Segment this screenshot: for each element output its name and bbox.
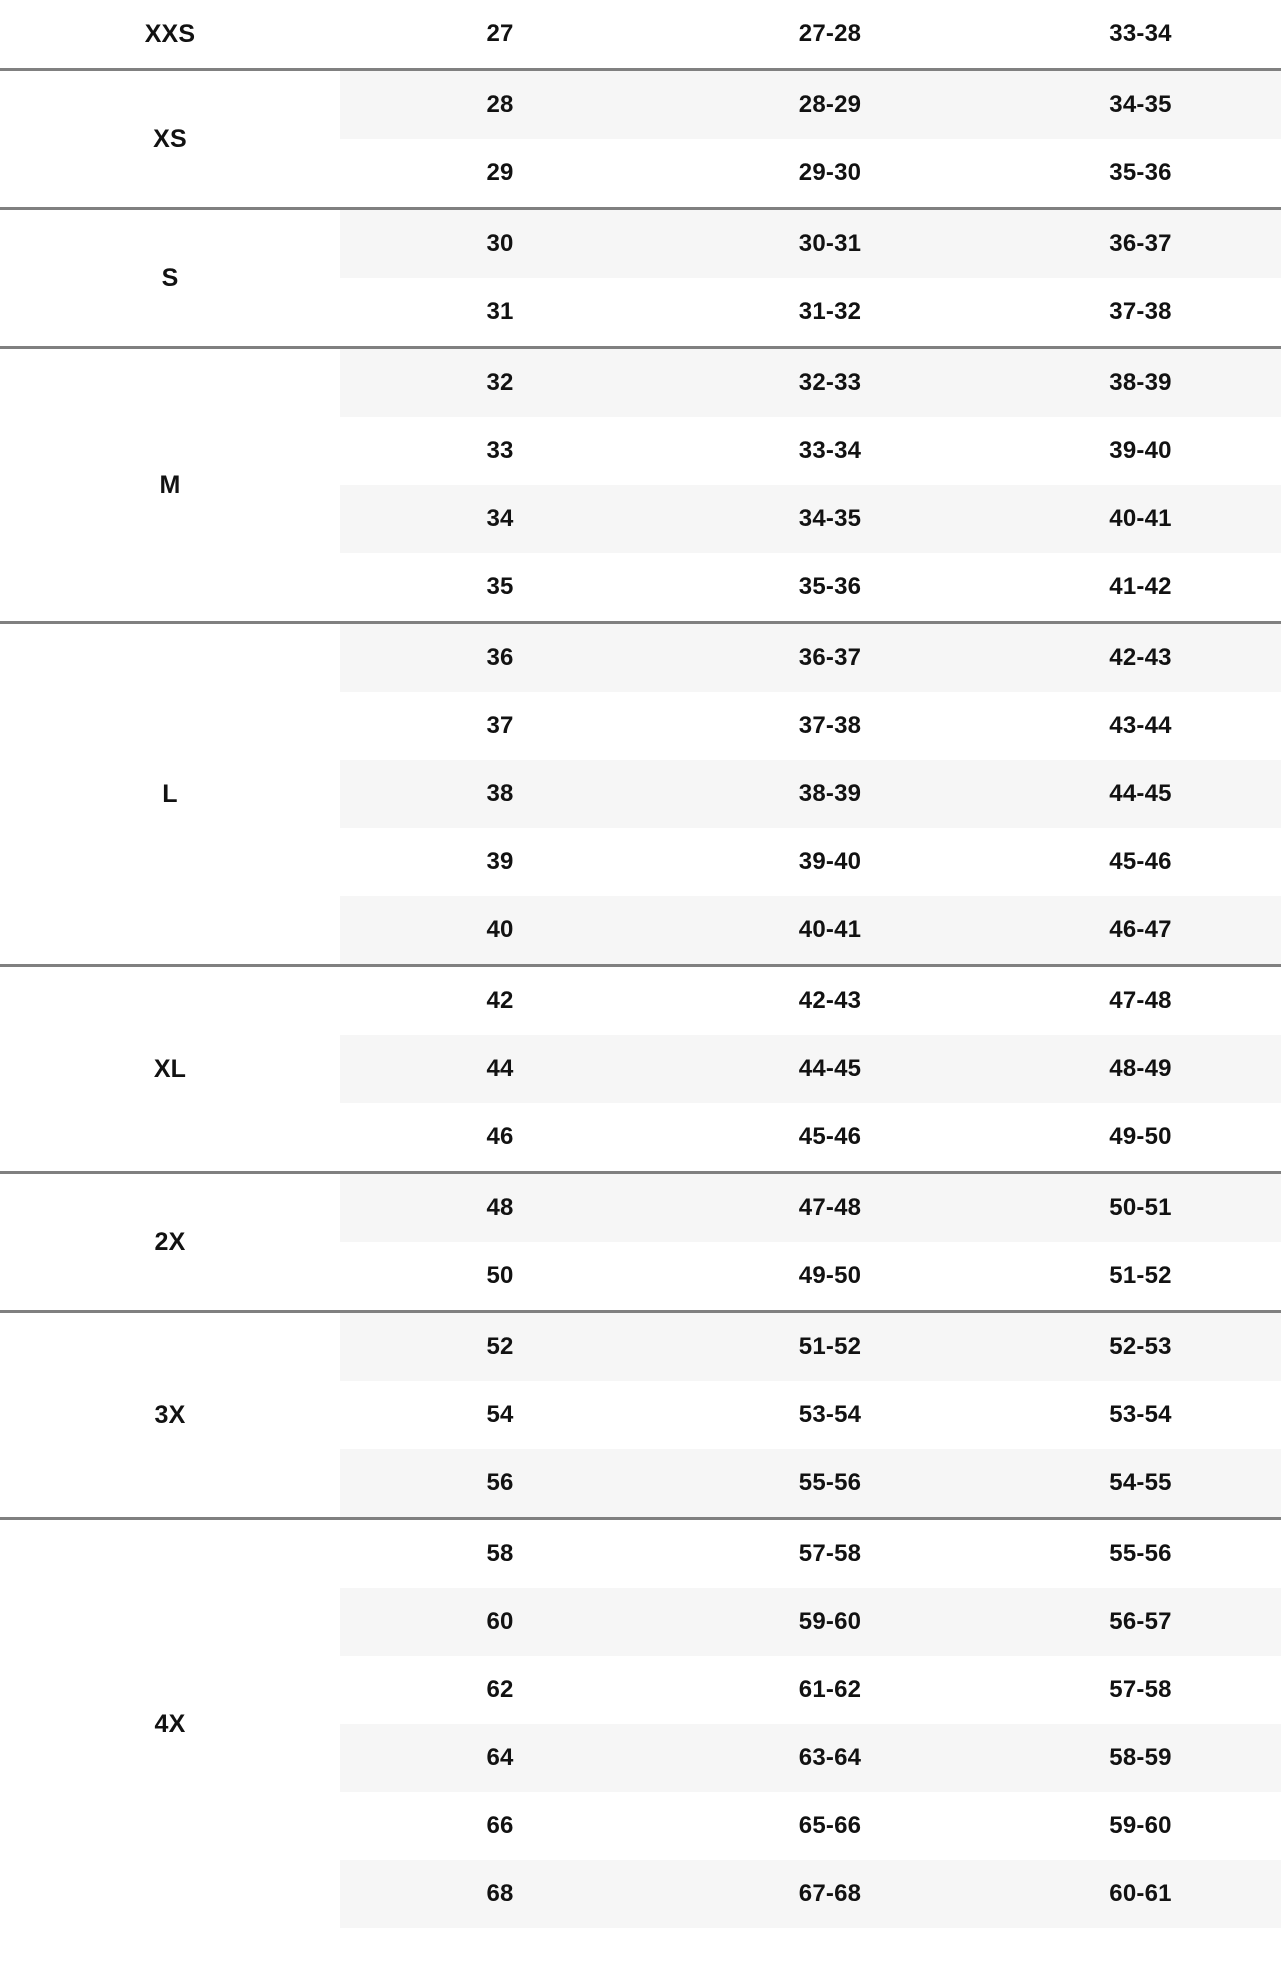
cell-hip: 60-61 <box>1000 1860 1281 1928</box>
cell-numeric: 37 <box>340 692 660 760</box>
table-row <box>0 966 1281 1036</box>
cell-numeric: 44 <box>340 1035 660 1103</box>
cell-hip: 46-47 <box>1000 896 1281 966</box>
cell-waist: 40-41 <box>660 896 1000 966</box>
cell-numeric: 30 <box>340 209 660 279</box>
cell-hip: 59-60 <box>1000 1792 1281 1860</box>
size-label: XS <box>0 70 340 209</box>
cell-waist: 49-50 <box>660 1242 1000 1312</box>
cell-waist: 32-33 <box>660 348 1000 418</box>
cell-waist: 59-60 <box>660 1588 1000 1656</box>
cell-hip: 56-57 <box>1000 1588 1281 1656</box>
cell-waist: 65-66 <box>660 1792 1000 1860</box>
cell-hip: 43-44 <box>1000 692 1281 760</box>
cell-waist: 37-38 <box>660 692 1000 760</box>
cell-waist: 44-45 <box>660 1035 1000 1103</box>
cell-hip: 47-48 <box>1000 966 1281 1036</box>
size-label: L <box>0 623 340 966</box>
cell-numeric: 27 <box>340 0 660 70</box>
cell-waist: 61-62 <box>660 1656 1000 1724</box>
cell-numeric: 60 <box>340 1588 660 1656</box>
size-label: M <box>0 348 340 623</box>
cell-hip: 36-37 <box>1000 209 1281 279</box>
cell-waist: 63-64 <box>660 1724 1000 1792</box>
cell-hip: 50-51 <box>1000 1173 1281 1243</box>
size-label: XXS <box>0 0 340 70</box>
cell-waist: 35-36 <box>660 553 1000 623</box>
cell-waist: 53-54 <box>660 1381 1000 1449</box>
cell-hip: 54-55 <box>1000 1449 1281 1519</box>
cell-waist: 51-52 <box>660 1312 1000 1382</box>
cell-hip: 37-38 <box>1000 278 1281 348</box>
cell-numeric: 35 <box>340 553 660 623</box>
cell-numeric: 50 <box>340 1242 660 1312</box>
cell-waist: 27-28 <box>660 0 1000 70</box>
cell-hip: 55-56 <box>1000 1519 1281 1589</box>
cell-numeric: 32 <box>340 348 660 418</box>
cell-numeric: 33 <box>340 417 660 485</box>
size-label: 4X <box>0 1519 340 1929</box>
table-row <box>0 0 1281 70</box>
cell-waist: 57-58 <box>660 1519 1000 1589</box>
cell-waist: 33-34 <box>660 417 1000 485</box>
cell-waist: 38-39 <box>660 760 1000 828</box>
cell-hip: 48-49 <box>1000 1035 1281 1103</box>
cell-hip: 39-40 <box>1000 417 1281 485</box>
cell-numeric: 29 <box>340 139 660 209</box>
cell-waist: 28-29 <box>660 70 1000 140</box>
cell-numeric: 48 <box>340 1173 660 1243</box>
cell-hip: 42-43 <box>1000 623 1281 693</box>
cell-waist: 55-56 <box>660 1449 1000 1519</box>
cell-hip: 41-42 <box>1000 553 1281 623</box>
cell-numeric: 31 <box>340 278 660 348</box>
cell-waist: 67-68 <box>660 1860 1000 1928</box>
table-row <box>0 1312 1281 1382</box>
table-row <box>0 209 1281 279</box>
table-row <box>0 70 1281 140</box>
cell-hip: 45-46 <box>1000 828 1281 896</box>
cell-hip: 53-54 <box>1000 1381 1281 1449</box>
table-row <box>0 348 1281 418</box>
cell-numeric: 46 <box>340 1103 660 1173</box>
cell-numeric: 58 <box>340 1519 660 1589</box>
cell-waist: 30-31 <box>660 209 1000 279</box>
cell-waist: 42-43 <box>660 966 1000 1036</box>
cell-waist: 34-35 <box>660 485 1000 553</box>
table-row <box>0 1173 1281 1243</box>
cell-numeric: 66 <box>340 1792 660 1860</box>
cell-numeric: 68 <box>340 1860 660 1928</box>
cell-numeric: 38 <box>340 760 660 828</box>
cell-numeric: 54 <box>340 1381 660 1449</box>
cell-waist: 47-48 <box>660 1173 1000 1243</box>
cell-hip: 34-35 <box>1000 70 1281 140</box>
cell-hip: 33-34 <box>1000 0 1281 70</box>
cell-waist: 31-32 <box>660 278 1000 348</box>
cell-numeric: 52 <box>340 1312 660 1382</box>
size-label: XL <box>0 966 340 1173</box>
cell-hip: 52-53 <box>1000 1312 1281 1382</box>
cell-waist: 45-46 <box>660 1103 1000 1173</box>
cell-numeric: 39 <box>340 828 660 896</box>
cell-hip: 40-41 <box>1000 485 1281 553</box>
cell-waist: 29-30 <box>660 139 1000 209</box>
cell-hip: 38-39 <box>1000 348 1281 418</box>
cell-hip: 35-36 <box>1000 139 1281 209</box>
cell-waist: 36-37 <box>660 623 1000 693</box>
table-row <box>0 623 1281 693</box>
cell-numeric: 36 <box>340 623 660 693</box>
cell-numeric: 34 <box>340 485 660 553</box>
cell-numeric: 64 <box>340 1724 660 1792</box>
cell-numeric: 56 <box>340 1449 660 1519</box>
cell-hip: 44-45 <box>1000 760 1281 828</box>
table-row <box>0 1519 1281 1589</box>
size-label: 3X <box>0 1312 340 1519</box>
cell-hip: 49-50 <box>1000 1103 1281 1173</box>
cell-hip: 57-58 <box>1000 1656 1281 1724</box>
cell-numeric: 42 <box>340 966 660 1036</box>
cell-waist: 39-40 <box>660 828 1000 896</box>
size-label: 2X <box>0 1173 340 1312</box>
size-label: S <box>0 209 340 348</box>
cell-numeric: 28 <box>340 70 660 140</box>
cell-numeric: 62 <box>340 1656 660 1724</box>
cell-hip: 51-52 <box>1000 1242 1281 1312</box>
cell-hip: 58-59 <box>1000 1724 1281 1792</box>
cell-numeric: 40 <box>340 896 660 966</box>
